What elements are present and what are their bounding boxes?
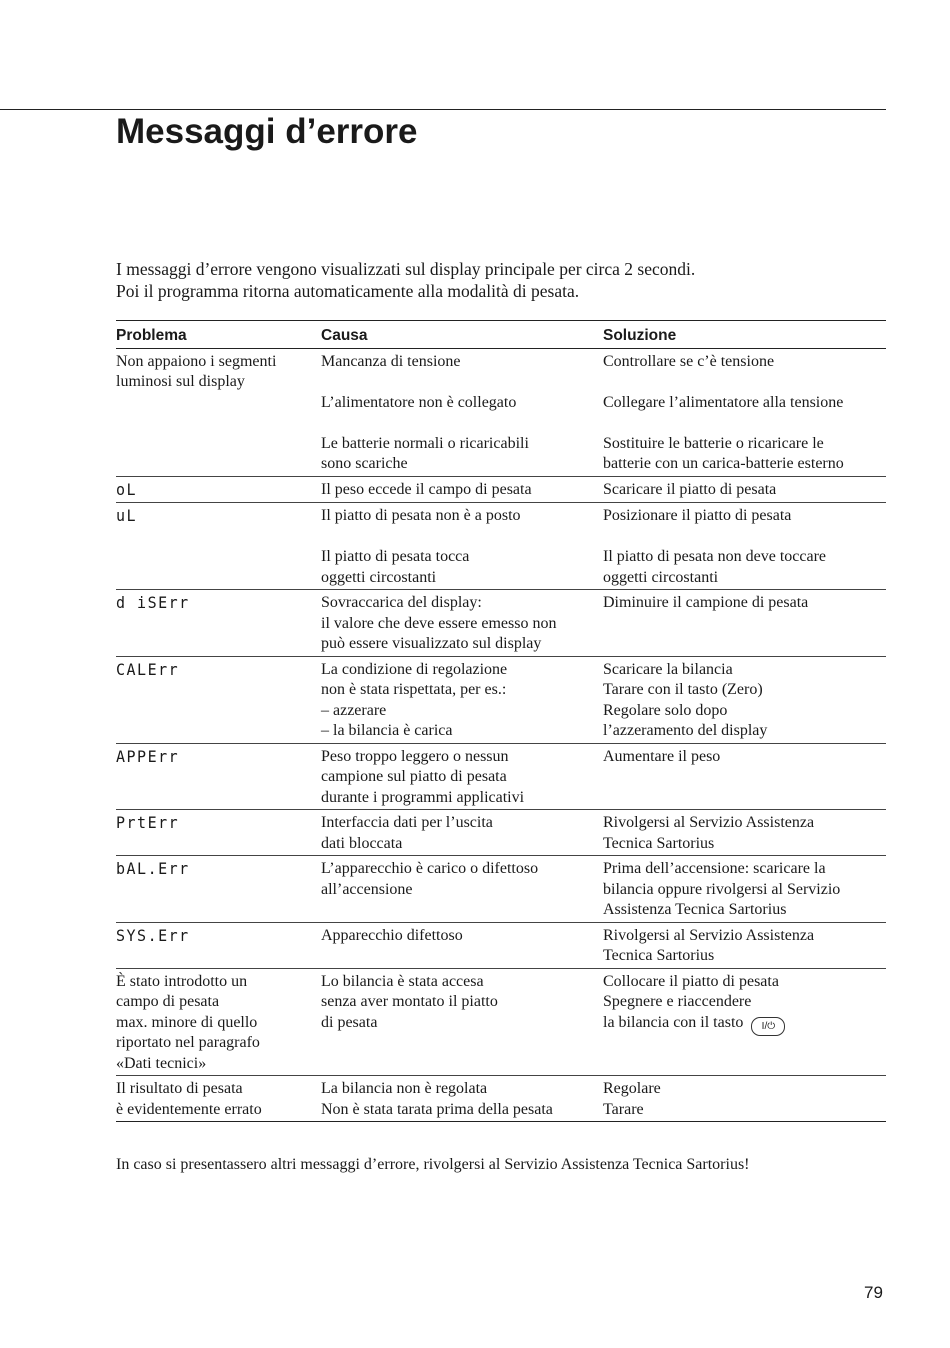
cause-cell xyxy=(321,1076,603,1122)
solution-cell-line xyxy=(603,372,886,393)
display-error-code: d iSErr xyxy=(116,593,190,613)
cause-cell-line xyxy=(321,372,603,393)
solution-cell-line: Diminuire il campione di pesata xyxy=(603,594,809,611)
solution-cell-line: batterie con un carica-batterie esterno xyxy=(603,455,844,472)
problem-cell xyxy=(116,503,321,590)
page-title: Messaggi d’errore xyxy=(116,112,418,151)
solution-cell xyxy=(603,348,886,476)
solution-cell-line: Collocare il piatto di pesata xyxy=(603,972,779,990)
cause-cell-line: Peso troppo leggero o nessun xyxy=(321,747,509,765)
solution-cell-line: Controllare se c’è tensione xyxy=(603,352,775,370)
problem-cell-line: max. minore di quello xyxy=(116,1013,258,1031)
power-key-icon: I/⏻ xyxy=(751,1017,785,1036)
solution-cell-line: Rivolgersi al Servizio Assistenza xyxy=(603,926,815,944)
cause-cell-line: Il peso eccede il campo di pesata xyxy=(321,480,532,498)
table-row xyxy=(116,476,886,503)
problem-cell-line: Il risultato di pesata xyxy=(116,1080,243,1097)
cause-cell-line: Il piatto di pesata tocca xyxy=(321,548,470,565)
solution-cell-line: Spegnere e riaccendere xyxy=(603,993,752,1010)
solution-cell-line: Il piatto di pesata non deve toccare xyxy=(603,548,827,565)
solution-cell-line: Assistenza Tecnica Sartorius xyxy=(603,901,787,918)
cause-cell xyxy=(321,856,603,923)
display-error-code: PrtErr xyxy=(116,813,180,833)
cause-cell xyxy=(321,476,603,503)
cause-cell-line: Il piatto di pesata non è a posto xyxy=(321,507,521,524)
cause-cell xyxy=(321,922,603,968)
cause-cell xyxy=(321,810,603,856)
problem-cell xyxy=(116,810,321,856)
table-row xyxy=(116,656,886,743)
header-cause: Causa xyxy=(321,321,603,349)
cause-cell-line: – azzerare xyxy=(321,701,387,719)
error-table xyxy=(116,320,886,1122)
problem-cell xyxy=(116,856,321,923)
cause-cell-line: La bilancia non è regolata xyxy=(321,1080,488,1097)
problem-cell xyxy=(116,743,321,810)
solution-cell xyxy=(603,590,886,657)
table-row xyxy=(116,810,886,856)
cause-cell-line: può essere visualizzato sul display xyxy=(321,635,542,652)
solution-cell-line: Prima dell’accensione: scaricare la xyxy=(603,860,826,877)
header-solution: Soluzione xyxy=(603,321,886,349)
solution-cell xyxy=(603,503,886,590)
cause-cell-line: Interfaccia dati per l’uscita xyxy=(321,814,493,831)
cause-cell xyxy=(321,968,603,1076)
intro-line: I messaggi d’errore vengono visualizzati sul display principale per circa 2 secondi. xyxy=(116,259,696,279)
display-error-code: SYS.Err xyxy=(116,926,190,945)
cause-cell-line: – la bilancia è carica xyxy=(321,722,453,739)
problem-cell xyxy=(116,968,321,1076)
solution-cell-line: Scaricare il piatto di pesata xyxy=(603,480,777,498)
cause-cell-line: senza aver montato il piatto xyxy=(321,993,498,1010)
problem-cell xyxy=(116,922,321,968)
solution-cell xyxy=(603,1076,886,1122)
cause-cell-line: il valore che deve essere emesso non xyxy=(321,614,557,632)
display-error-code: CALErr xyxy=(116,660,180,679)
solution-cell-line: Rivolgersi al Servizio Assistenza xyxy=(603,814,815,831)
problem-cell xyxy=(116,590,321,657)
page-number: 79 xyxy=(864,1283,883,1302)
cause-cell-line: non è stata rispettata, per es.: xyxy=(321,681,507,698)
table-row xyxy=(116,348,886,476)
cause-cell-line: Sovraccarica del display: xyxy=(321,594,482,611)
solution-cell-line: Sostituire le batterie o ricaricare le xyxy=(603,434,824,452)
solution-cell-line: Aumentare il peso xyxy=(603,747,721,765)
solution-cell-line: Tecnica Sartorius xyxy=(603,947,715,964)
solution-cell-line: Regolare solo dopo xyxy=(603,701,728,719)
cause-cell-line xyxy=(321,413,603,434)
solution-cell-line xyxy=(603,413,886,434)
cause-cell xyxy=(321,743,603,810)
table-row xyxy=(116,743,886,810)
problem-cell xyxy=(116,348,321,476)
solution-cell-line: oggetti circostanti xyxy=(603,568,719,586)
display-error-code: uL xyxy=(116,506,138,526)
problem-cell-line: Non appaiono i segmenti xyxy=(116,352,277,370)
display-error-code: oL xyxy=(116,480,138,499)
table-header-row xyxy=(116,321,886,349)
cause-cell-line: Lo bilancia è stata accesa xyxy=(321,972,484,990)
solution-cell xyxy=(603,922,886,968)
problem-cell-line: È stato introdotto un xyxy=(116,972,248,990)
solution-cell xyxy=(603,810,886,856)
solution-cell-line: Regolare xyxy=(603,1080,661,1097)
solution-cell xyxy=(603,856,886,923)
header-problem: Problema xyxy=(116,321,321,349)
cause-cell-line: all’accensione xyxy=(321,880,413,898)
problem-cell-line: «Dati tecnici» xyxy=(116,1054,207,1072)
problem-cell-line: campo di pesata xyxy=(116,993,220,1010)
table-row xyxy=(116,1076,886,1122)
cause-cell-line: L’alimentatore non è collegato xyxy=(321,393,517,411)
table-row xyxy=(116,503,886,590)
solution-cell xyxy=(603,743,886,810)
cause-cell xyxy=(321,348,603,476)
solution-cell-line: bilancia oppure rivolgersi al Servizio xyxy=(603,880,841,898)
table-row xyxy=(116,922,886,968)
problem-cell-line: è evidentemente errato xyxy=(116,1100,262,1118)
solution-cell-line xyxy=(603,527,886,548)
table-row xyxy=(116,590,886,657)
solution-cell xyxy=(603,968,886,1076)
cause-cell xyxy=(321,656,603,743)
solution-cell-line: Collegare l’alimentatore alla tensione xyxy=(603,393,844,411)
cause-cell-line: campione sul piatto di pesata xyxy=(321,768,507,785)
table-row xyxy=(116,968,886,1076)
cause-cell xyxy=(321,503,603,590)
solution-cell-line: Tarare con il tasto (Zero) xyxy=(603,681,763,698)
problem-cell xyxy=(116,476,321,503)
solution-cell-line: Scaricare la bilancia xyxy=(603,660,733,678)
display-error-code: bAL.Err xyxy=(116,859,190,879)
display-error-code: APPErr xyxy=(116,747,180,766)
cause-cell-line: sono scariche xyxy=(321,455,408,472)
solution-cell-line: la bilancia con il tasto I/⏻ xyxy=(603,1013,886,1036)
solution-cell-line: l’azzeramento del display xyxy=(603,722,768,739)
problem-cell xyxy=(116,656,321,743)
cause-cell-line: L’apparecchio è carico o difettoso xyxy=(321,860,539,877)
cause-cell-line: di pesata xyxy=(321,1013,378,1031)
footer-note: In caso si presentassero altri messaggi d’errore, rivolgersi al Servizio Assistenza Tecnica Sartorius! xyxy=(116,1156,750,1173)
cause-cell xyxy=(321,590,603,657)
cause-cell-line: Non è stata tarata prima della pesata xyxy=(321,1100,553,1118)
cause-cell-line: La condizione di regolazione xyxy=(321,660,508,678)
cause-cell-line: durante i programmi applicativi xyxy=(321,788,525,806)
solution-cell-line: Posizionare il piatto di pesata xyxy=(603,507,792,524)
solution-cell-line: Tarare xyxy=(603,1100,644,1118)
cause-cell-line: dati bloccata xyxy=(321,834,403,852)
intro-paragraph xyxy=(116,258,876,302)
solution-cell xyxy=(603,476,886,503)
table-row xyxy=(116,856,886,923)
cause-cell-line: oggetti circostanti xyxy=(321,568,437,586)
solution-cell-line: Tecnica Sartorius xyxy=(603,834,715,852)
cause-cell-line xyxy=(321,527,603,548)
cause-cell-line: Le batterie normali o ricaricabili xyxy=(321,434,529,452)
cause-cell-line: Apparecchio difettoso xyxy=(321,926,463,944)
problem-cell xyxy=(116,1076,321,1122)
cause-cell-line: Mancanza di tensione xyxy=(321,352,461,370)
solution-cell xyxy=(603,656,886,743)
top-rule xyxy=(0,109,886,110)
intro-line: Poi il programma ritorna automaticamente alla modalità di pesata. xyxy=(116,281,580,301)
problem-cell-line: luminosi sul display xyxy=(116,373,245,390)
problem-cell-line: riportato nel paragrafo xyxy=(116,1034,260,1051)
